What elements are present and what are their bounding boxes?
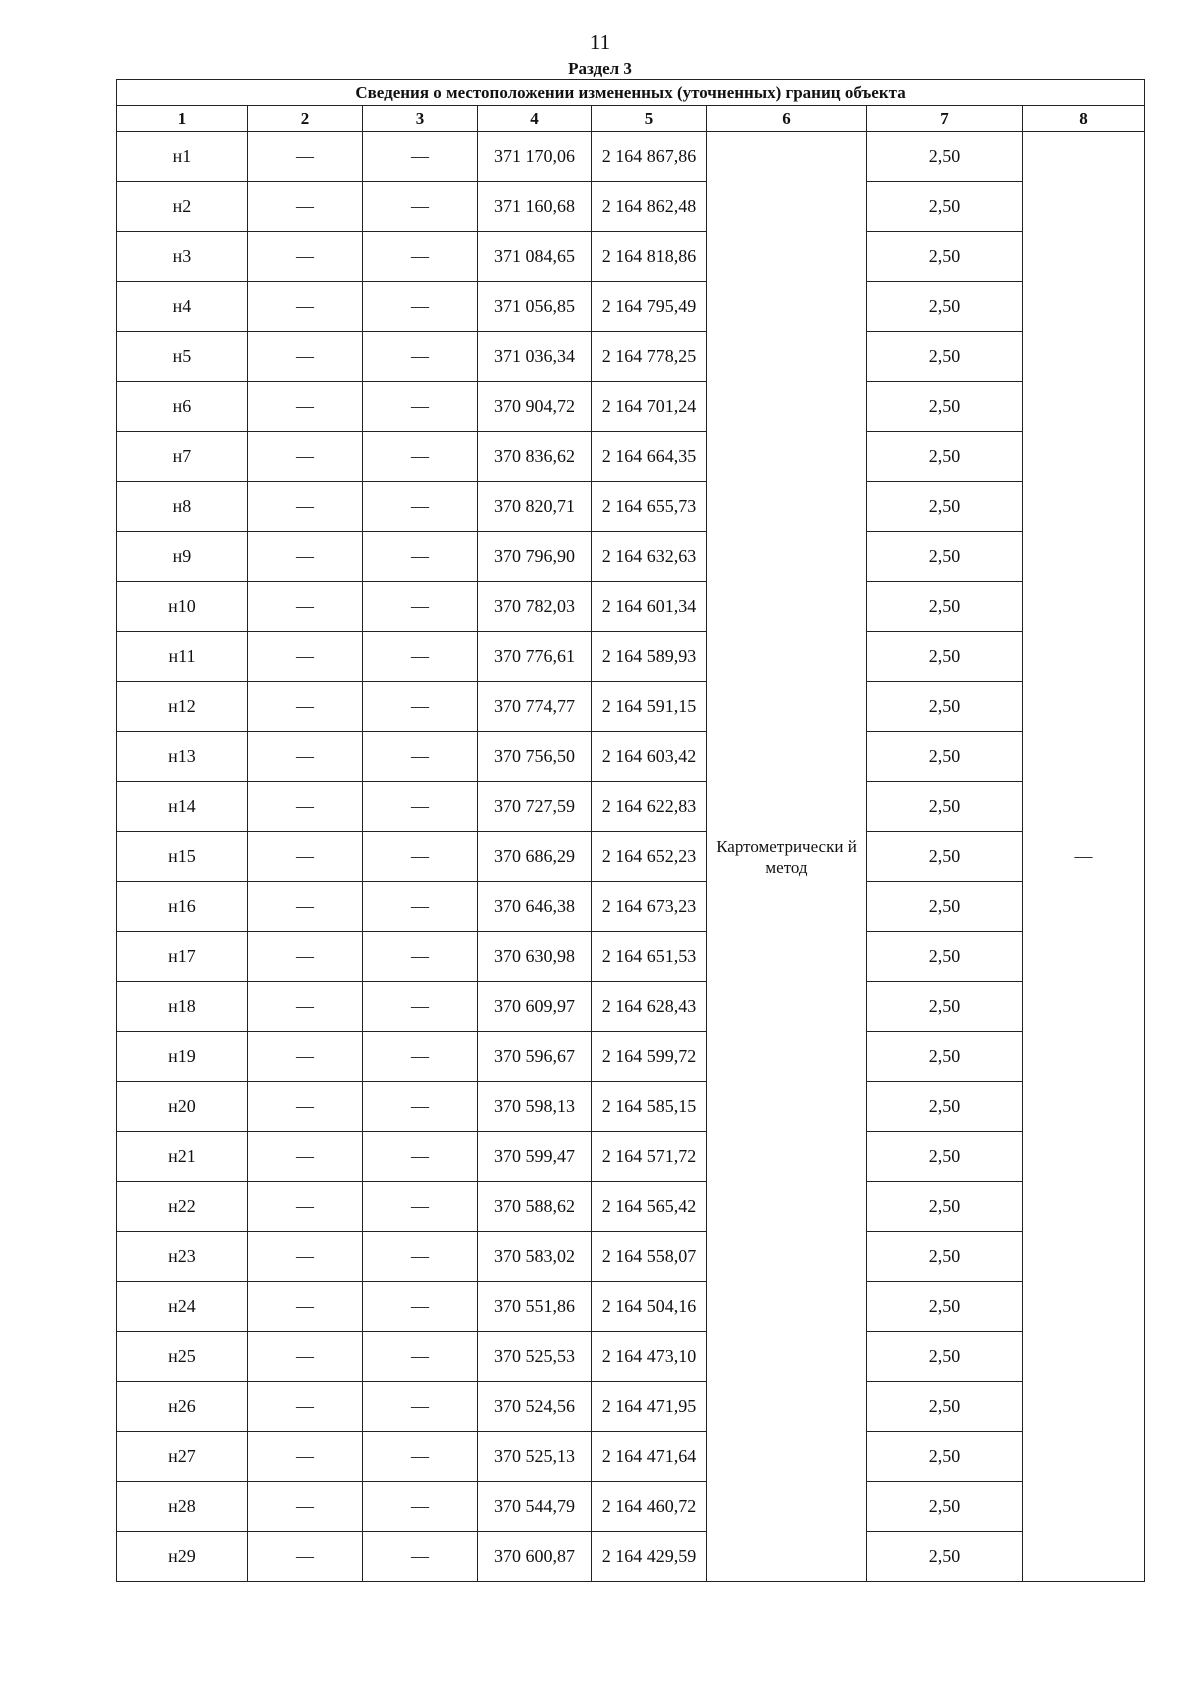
column-2-cell: —: [248, 1382, 363, 1432]
point-cell: н21: [117, 1132, 248, 1182]
column-3-cell: —: [363, 1132, 478, 1182]
y-coordinate-cell: 2 164 867,86: [592, 132, 707, 182]
point-cell: н17: [117, 932, 248, 982]
method-cell: Картометрически й метод: [707, 132, 867, 1582]
column-3-cell: —: [363, 782, 478, 832]
x-coordinate-cell: 370 551,86: [478, 1282, 592, 1332]
column-8-cell: —: [1023, 132, 1145, 1582]
y-coordinate-cell: 2 164 664,35: [592, 432, 707, 482]
table-row: [117, 832, 1145, 882]
column-number: 3: [363, 106, 478, 132]
x-coordinate-cell: 371 056,85: [478, 282, 592, 332]
column-2-cell: —: [248, 982, 363, 1032]
accuracy-cell: 2,50: [867, 1082, 1023, 1132]
table-row: [117, 632, 1145, 682]
column-2-cell: —: [248, 282, 363, 332]
x-coordinate-cell: 370 836,62: [478, 432, 592, 482]
x-coordinate-cell: 370 796,90: [478, 532, 592, 582]
x-coordinate-cell: 370 630,98: [478, 932, 592, 982]
point-cell: н27: [117, 1432, 248, 1482]
accuracy-cell: 2,50: [867, 1532, 1023, 1582]
y-coordinate-cell: 2 164 471,64: [592, 1432, 707, 1482]
x-coordinate-cell: 370 524,56: [478, 1382, 592, 1432]
accuracy-cell: 2,50: [867, 632, 1023, 682]
y-coordinate-cell: 2 164 622,83: [592, 782, 707, 832]
point-cell: н10: [117, 582, 248, 632]
column-3-cell: —: [363, 932, 478, 982]
column-2-cell: —: [248, 132, 363, 182]
x-coordinate-cell: 370 727,59: [478, 782, 592, 832]
table-row: [117, 1282, 1145, 1332]
accuracy-cell: 2,50: [867, 932, 1023, 982]
x-coordinate-cell: 370 525,13: [478, 1432, 592, 1482]
point-cell: н4: [117, 282, 248, 332]
x-coordinate-cell: 370 600,87: [478, 1532, 592, 1582]
accuracy-cell: 2,50: [867, 232, 1023, 282]
x-coordinate-cell: 370 776,61: [478, 632, 592, 682]
accuracy-cell: 2,50: [867, 1132, 1023, 1182]
column-2-cell: —: [248, 782, 363, 832]
column-2-cell: —: [248, 382, 363, 432]
x-coordinate-cell: 370 588,62: [478, 1182, 592, 1232]
point-cell: н14: [117, 782, 248, 832]
table-row: [117, 182, 1145, 232]
y-coordinate-cell: 2 164 818,86: [592, 232, 707, 282]
y-coordinate-cell: 2 164 460,72: [592, 1482, 707, 1532]
column-2-cell: —: [248, 1182, 363, 1232]
y-coordinate-cell: 2 164 473,10: [592, 1332, 707, 1382]
column-2-cell: —: [248, 432, 363, 482]
y-coordinate-cell: 2 164 628,43: [592, 982, 707, 1032]
x-coordinate-cell: 371 036,34: [478, 332, 592, 382]
column-2-cell: —: [248, 332, 363, 382]
y-coordinate-cell: 2 164 471,95: [592, 1382, 707, 1432]
table-row: [117, 1482, 1145, 1532]
column-2-cell: —: [248, 582, 363, 632]
column-3-cell: —: [363, 1382, 478, 1432]
column-2-cell: —: [248, 832, 363, 882]
column-2-cell: —: [248, 1482, 363, 1532]
column-3-cell: —: [363, 1232, 478, 1282]
column-3-cell: —: [363, 1082, 478, 1132]
table-row: [117, 1082, 1145, 1132]
y-coordinate-cell: 2 164 504,16: [592, 1282, 707, 1332]
table-row: [117, 382, 1145, 432]
column-number: 6: [707, 106, 867, 132]
x-coordinate-cell: 371 170,06: [478, 132, 592, 182]
point-cell: н1: [117, 132, 248, 182]
section-title: Раздел 3: [568, 59, 632, 78]
point-cell: н23: [117, 1232, 248, 1282]
column-3-cell: —: [363, 632, 478, 682]
column-2-cell: —: [248, 882, 363, 932]
y-coordinate-cell: 2 164 601,34: [592, 582, 707, 632]
x-coordinate-cell: 370 646,38: [478, 882, 592, 932]
point-cell: н20: [117, 1082, 248, 1132]
y-coordinate-cell: 2 164 558,07: [592, 1232, 707, 1282]
x-coordinate-cell: 370 782,03: [478, 582, 592, 632]
column-2-cell: —: [248, 732, 363, 782]
column-3-cell: —: [363, 482, 478, 532]
column-3-cell: —: [363, 282, 478, 332]
accuracy-cell: 2,50: [867, 982, 1023, 1032]
column-number: 4: [478, 106, 592, 132]
column-number: 5: [592, 106, 707, 132]
y-coordinate-cell: 2 164 652,23: [592, 832, 707, 882]
table-row: [117, 882, 1145, 932]
point-cell: н7: [117, 432, 248, 482]
y-coordinate-cell: 2 164 795,49: [592, 282, 707, 332]
column-number: 2: [248, 106, 363, 132]
column-3-cell: —: [363, 182, 478, 232]
column-number-row: [117, 106, 1145, 132]
column-2-cell: —: [248, 1232, 363, 1282]
x-coordinate-cell: 370 544,79: [478, 1482, 592, 1532]
column-3-cell: —: [363, 1182, 478, 1232]
table-row: [117, 582, 1145, 632]
accuracy-cell: 2,50: [867, 1332, 1023, 1382]
accuracy-cell: 2,50: [867, 1032, 1023, 1082]
table-row: [117, 1132, 1145, 1182]
column-2-cell: —: [248, 1132, 363, 1182]
column-2-cell: —: [248, 182, 363, 232]
page-number: 11: [589, 30, 611, 54]
accuracy-cell: 2,50: [867, 1432, 1023, 1482]
x-coordinate-cell: 370 756,50: [478, 732, 592, 782]
point-cell: н3: [117, 232, 248, 282]
accuracy-cell: 2,50: [867, 1382, 1023, 1432]
point-cell: н16: [117, 882, 248, 932]
y-coordinate-cell: 2 164 701,24: [592, 382, 707, 432]
table-caption: Сведения о местоположении измененных (уточненных) границ объекта: [117, 80, 1145, 106]
y-coordinate-cell: 2 164 585,15: [592, 1082, 707, 1132]
column-3-cell: —: [363, 882, 478, 932]
column-3-cell: —: [363, 532, 478, 582]
x-coordinate-cell: 370 609,97: [478, 982, 592, 1032]
y-coordinate-cell: 2 164 862,48: [592, 182, 707, 232]
y-coordinate-cell: 2 164 651,53: [592, 932, 707, 982]
point-cell: н8: [117, 482, 248, 532]
y-coordinate-cell: 2 164 655,73: [592, 482, 707, 532]
point-cell: н13: [117, 732, 248, 782]
column-2-cell: —: [248, 682, 363, 732]
column-2-cell: —: [248, 1032, 363, 1082]
accuracy-cell: 2,50: [867, 382, 1023, 432]
point-cell: н15: [117, 832, 248, 882]
column-2-cell: —: [248, 1332, 363, 1382]
column-2-cell: —: [248, 1082, 363, 1132]
point-cell: н18: [117, 982, 248, 1032]
x-coordinate-cell: 370 598,13: [478, 1082, 592, 1132]
y-coordinate-cell: 2 164 571,72: [592, 1132, 707, 1182]
column-3-cell: —: [363, 332, 478, 382]
table-row: [117, 432, 1145, 482]
point-cell: н24: [117, 1282, 248, 1332]
accuracy-cell: 2,50: [867, 832, 1023, 882]
accuracy-cell: 2,50: [867, 482, 1023, 532]
point-cell: н19: [117, 1032, 248, 1082]
column-3-cell: —: [363, 982, 478, 1032]
column-3-cell: —: [363, 132, 478, 182]
x-coordinate-cell: 370 686,29: [478, 832, 592, 882]
table-row: [117, 782, 1145, 832]
point-cell: н2: [117, 182, 248, 232]
accuracy-cell: 2,50: [867, 1232, 1023, 1282]
accuracy-cell: 2,50: [867, 782, 1023, 832]
column-3-cell: —: [363, 432, 478, 482]
table-row: [117, 1432, 1145, 1482]
y-coordinate-cell: 2 164 632,63: [592, 532, 707, 582]
column-2-cell: —: [248, 232, 363, 282]
column-3-cell: —: [363, 232, 478, 282]
y-coordinate-cell: 2 164 599,72: [592, 1032, 707, 1082]
column-3-cell: —: [363, 1482, 478, 1532]
x-coordinate-cell: 370 820,71: [478, 482, 592, 532]
x-coordinate-cell: 370 599,47: [478, 1132, 592, 1182]
point-cell: н22: [117, 1182, 248, 1232]
accuracy-cell: 2,50: [867, 732, 1023, 782]
coordinates-table: [116, 79, 1145, 1582]
table-row: [117, 232, 1145, 282]
x-coordinate-cell: 371 160,68: [478, 182, 592, 232]
y-coordinate-cell: 2 164 589,93: [592, 632, 707, 682]
point-cell: н25: [117, 1332, 248, 1382]
accuracy-cell: 2,50: [867, 1182, 1023, 1232]
table-row: [117, 1532, 1145, 1582]
table-row: [117, 732, 1145, 782]
column-3-cell: —: [363, 1332, 478, 1382]
y-coordinate-cell: 2 164 603,42: [592, 732, 707, 782]
y-coordinate-cell: 2 164 565,42: [592, 1182, 707, 1232]
column-number: 7: [867, 106, 1023, 132]
column-3-cell: —: [363, 382, 478, 432]
column-number: 1: [117, 106, 248, 132]
x-coordinate-cell: 370 774,77: [478, 682, 592, 732]
table-row: [117, 282, 1145, 332]
accuracy-cell: 2,50: [867, 282, 1023, 332]
x-coordinate-cell: 370 583,02: [478, 1232, 592, 1282]
accuracy-cell: 2,50: [867, 332, 1023, 382]
table-row: [117, 482, 1145, 532]
y-coordinate-cell: 2 164 429,59: [592, 1532, 707, 1582]
table-row: [117, 932, 1145, 982]
column-2-cell: —: [248, 1282, 363, 1332]
point-cell: н6: [117, 382, 248, 432]
column-2-cell: —: [248, 632, 363, 682]
point-cell: н11: [117, 632, 248, 682]
column-2-cell: —: [248, 1432, 363, 1482]
y-coordinate-cell: 2 164 591,15: [592, 682, 707, 732]
x-coordinate-cell: 371 084,65: [478, 232, 592, 282]
column-number: 8: [1023, 106, 1145, 132]
x-coordinate-cell: 370 904,72: [478, 382, 592, 432]
accuracy-cell: 2,50: [867, 182, 1023, 232]
accuracy-cell: 2,50: [867, 432, 1023, 482]
table-row: [117, 132, 1145, 182]
column-3-cell: —: [363, 1032, 478, 1082]
column-3-cell: —: [363, 1432, 478, 1482]
accuracy-cell: 2,50: [867, 1282, 1023, 1332]
accuracy-cell: 2,50: [867, 132, 1023, 182]
column-2-cell: —: [248, 482, 363, 532]
accuracy-cell: 2,50: [867, 1482, 1023, 1532]
accuracy-cell: 2,50: [867, 532, 1023, 582]
column-3-cell: —: [363, 1532, 478, 1582]
table-row: [117, 1232, 1145, 1282]
x-coordinate-cell: 370 525,53: [478, 1332, 592, 1382]
table-row: [117, 982, 1145, 1032]
column-3-cell: —: [363, 1282, 478, 1332]
column-3-cell: —: [363, 582, 478, 632]
column-3-cell: —: [363, 682, 478, 732]
point-cell: н26: [117, 1382, 248, 1432]
point-cell: н28: [117, 1482, 248, 1532]
column-3-cell: —: [363, 832, 478, 882]
table-row: [117, 332, 1145, 382]
column-3-cell: —: [363, 732, 478, 782]
accuracy-cell: 2,50: [867, 882, 1023, 932]
table-row: [117, 532, 1145, 582]
table-row: [117, 1182, 1145, 1232]
point-cell: н29: [117, 1532, 248, 1582]
point-cell: н5: [117, 332, 248, 382]
column-2-cell: —: [248, 532, 363, 582]
column-2-cell: —: [248, 1532, 363, 1582]
y-coordinate-cell: 2 164 673,23: [592, 882, 707, 932]
accuracy-cell: 2,50: [867, 682, 1023, 732]
point-cell: н12: [117, 682, 248, 732]
x-coordinate-cell: 370 596,67: [478, 1032, 592, 1082]
accuracy-cell: 2,50: [867, 582, 1023, 632]
table-row: [117, 682, 1145, 732]
column-2-cell: —: [248, 932, 363, 982]
point-cell: н9: [117, 532, 248, 582]
y-coordinate-cell: 2 164 778,25: [592, 332, 707, 382]
table-row: [117, 1332, 1145, 1382]
table-row: [117, 1032, 1145, 1082]
table-row: [117, 1382, 1145, 1432]
